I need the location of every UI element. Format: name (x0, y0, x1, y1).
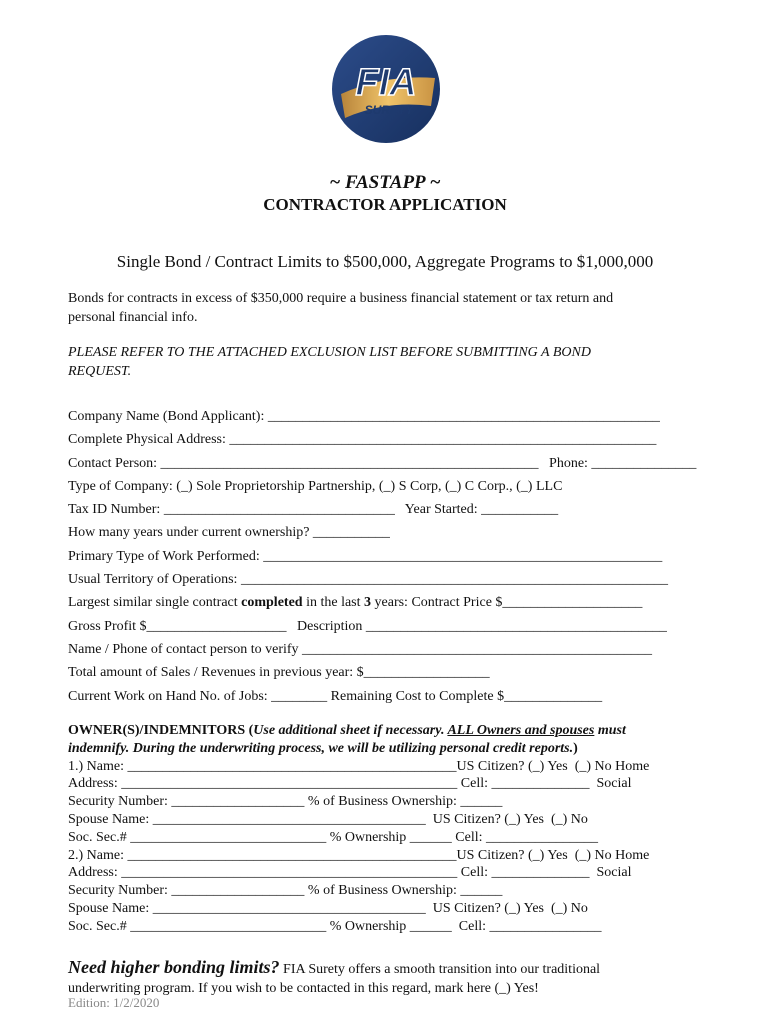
field-contact-phone[interactable]: Contact Person: ______________________________________________________ Phone: _______________ (68, 455, 697, 471)
owners-header-line2 (68, 740, 708, 758)
owner-line[interactable]: 1.) Name: _______________________________________________US Citizen? (_) Yes (_) No Home (68, 758, 650, 774)
field-company-name[interactable]: Company Name (Bond Applicant): ________________________________________________________ (68, 409, 660, 424)
owners-header-underline: ALL Owners and spouses (447, 723, 595, 738)
owner-line[interactable]: Address: ________________________________________________ Cell: ______________ Social (68, 776, 632, 792)
field-tax-id[interactable]: Tax ID Number: _________________________________ Year Started: ___________ (68, 502, 559, 518)
field-physical-address[interactable]: Complete Physical Address: _____________________________________________________________ (68, 432, 657, 448)
owners-header (68, 722, 708, 740)
field-sales[interactable]: Total amount of Sales / Revenues in previous year: $__________________ (68, 665, 490, 681)
owners-header-italic: Use additional sheet if necessary. (253, 723, 448, 738)
company-fields (68, 405, 708, 708)
fia-surety-logo (331, 34, 441, 144)
owner-line[interactable]: Address: ________________________________________________ Cell: ______________ Social (68, 865, 632, 881)
owners-header-bold: OWNER(S)/INDEMNITORS ( (68, 723, 254, 738)
field-company-type[interactable]: Type of Company: (_) Sole Proprietorship Partnership, (_) S Corp, (_) C Corp., (_) LLC (68, 478, 563, 494)
need-line2[interactable]: underwriting program. If you wish to be contacted in this regard, mark here (_) Yes! (68, 981, 539, 996)
need-line1 (68, 958, 708, 979)
largest-post: years: Contract Price $____________________ (371, 595, 643, 611)
field-largest-contract[interactable] (68, 591, 708, 614)
largest-pre: Largest similar single contract (68, 595, 242, 611)
exclusion-line: PLEASE REFER TO THE ATTACHED EXCLUSION LIST BEFORE SUBMITTING A BOND (68, 345, 591, 360)
field-years-ownership[interactable]: How many years under current ownership? ___________ (68, 525, 390, 541)
page-title: CONTRACTOR APPLICATION (263, 195, 507, 214)
owner-line[interactable]: 2.) Name: _______________________________________________US Citizen? (_) Yes (_) No Home (68, 847, 650, 863)
need-text: FIA Surety offers a smooth transition into our traditional (279, 962, 601, 977)
owners-header-close: ) (573, 740, 578, 756)
bond-limits: Single Bond / Contract Limits to $500,000, Aggregate Programs to $1,000,000 (116, 252, 654, 271)
logo-subtext: SURETY (364, 103, 414, 117)
largest-mid: in the last (302, 595, 365, 611)
fastapp-heading: ~ FASTAPP ~ (329, 172, 441, 193)
owners-header-italic-3: indemnify. During the underwriting process, we will be utilizing personal credit reports. (68, 740, 574, 756)
owner-line[interactable]: Soc. Sec.# ____________________________ % Ownership ______ Cell: ________________ (68, 829, 599, 845)
owner-line[interactable]: Spouse Name: _______________________________________ US Citizen? (_) Yes (_) No (68, 900, 588, 916)
field-current-work[interactable]: Current Work on Hand No. of Jobs: ________ Remaining Cost to Complete $______________ (68, 688, 603, 704)
owner-line[interactable]: Soc. Sec.# ____________________________ % Ownership ______ Cell: ________________ (68, 918, 602, 934)
exclusion-line: REQUEST. (68, 364, 132, 379)
owners-section (68, 722, 708, 936)
edition-label: Edition: 1/2/2020 (68, 995, 160, 1010)
largest-bold-completed: completed (241, 595, 303, 611)
exclusion-notice (68, 343, 708, 381)
field-verify-contact[interactable]: Name / Phone of contact person to verify __________________________________________________ (68, 641, 653, 657)
intro-paragraph (68, 289, 708, 327)
logo-text: FIA (355, 62, 417, 104)
owners-header-italic-2: must (594, 723, 626, 738)
owner-line[interactable]: Spouse Name: _______________________________________ US Citizen? (_) Yes (_) No (68, 811, 588, 827)
owner-line[interactable]: Security Number: ___________________ % of Business Ownership: ______ (68, 883, 503, 899)
largest-bold-years: 3 (364, 595, 372, 611)
intro-line: Bonds for contracts in excess of $350,000 require a business financial statement or tax return and (68, 291, 614, 306)
field-territory[interactable]: Usual Territory of Operations: _____________________________________________________________ (68, 572, 668, 588)
need-heading: Need higher bonding limits? (68, 957, 280, 977)
intro-line: personal financial info. (68, 310, 198, 325)
higher-limits-section (68, 958, 708, 998)
owner-line[interactable]: Security Number: ___________________ % of Business Ownership: ______ (68, 794, 503, 810)
field-gross-profit[interactable]: Gross Profit $____________________ Description ___________________________________________ (68, 618, 667, 634)
field-work-type[interactable]: Primary Type of Work Performed: _________________________________________________________ (68, 548, 663, 564)
